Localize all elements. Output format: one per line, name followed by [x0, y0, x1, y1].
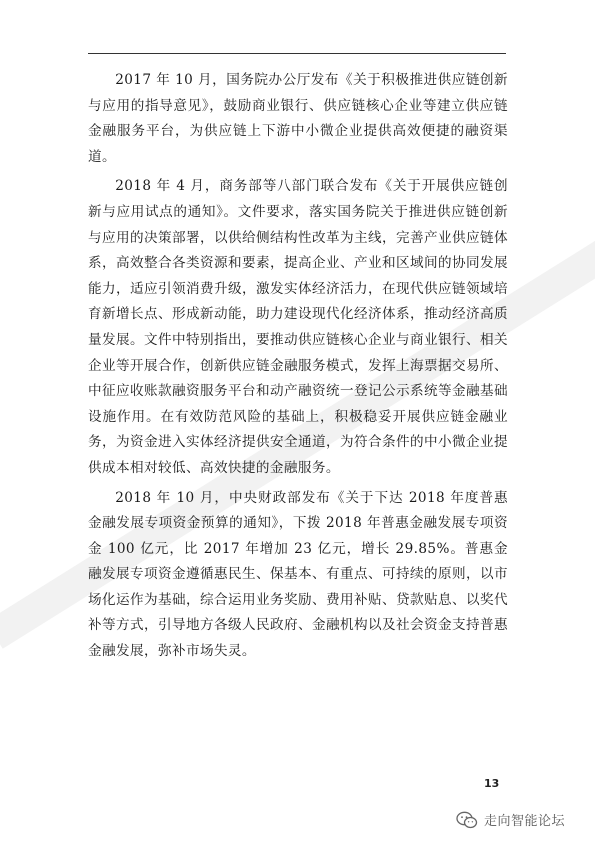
paragraph-2018-pilot-notice: 2018 年 4 月，商务部等八部门联合发布《关于开展供应链创新与应用试点的通知》。文件要求，落实国务院关于推进供应链创新与应用的决策部署，以供给侧结构性改革为主线，完善产业供应链体系，高效整合各类资源和要素，提高企业、产业和区域间的协同发展能力，适应引领消费升级，激发实体经济活力，在现代供应链领域培育新增长点、形成新动能，助力建设现代化经济体系，推动经济高质量发展。文件中特别指出，要推动供应链核心企业与商业银行、相关企业等开展合作，创新供应链金融服务模式，发挥上海票据交易所、中征应收账款融资服务平台和动产融资统一登记公示系统等金融基础设施作用。在有效防范风险的基础上，积极稳妥开展供应链金融业务，为资金进入实体经济提供安全通道，为符合条件的中小微企业提供成本相对较低、高效快捷的金融服务。 — [88, 178, 508, 476]
paragraph-2018-inclusive-finance: 2018 年 10 月，中央财政部发布《关于下达 2018 年度普惠金融发展专项资金预算的通知》，下拨 2018 年普惠金融发展专项资金 100 亿元，比 2017 年增加 23 亿元，增长 29.85%。普惠金融发展专项资金遵循惠民生、保基本、有重点、可持续的原则，以市场化运作为基础，综合运用业务奖励、费用补贴、贷款贴息、以奖代补等方式，引导地方各级人民政府、金融机构以及社会资金支持普惠金融发展，弥补市场失灵。 — [88, 489, 508, 660]
header-rule — [88, 53, 506, 54]
wechat-icon — [456, 811, 478, 829]
document-body — [88, 68, 508, 669]
page-number: 13 — [484, 777, 500, 790]
footer-source — [456, 810, 565, 829]
footer-source-label: 走向智能论坛 — [484, 814, 566, 829]
paragraph-2017-guidance: 2017 年 10 月，国务院办公厅发布《关于积极推进供应链创新与应用的指导意见》，鼓励商业银行、供应链核心企业等建立供应链金融服务平台，为供应链上下游中小微企业提供高效便捷的融资渠道。 — [88, 72, 508, 165]
